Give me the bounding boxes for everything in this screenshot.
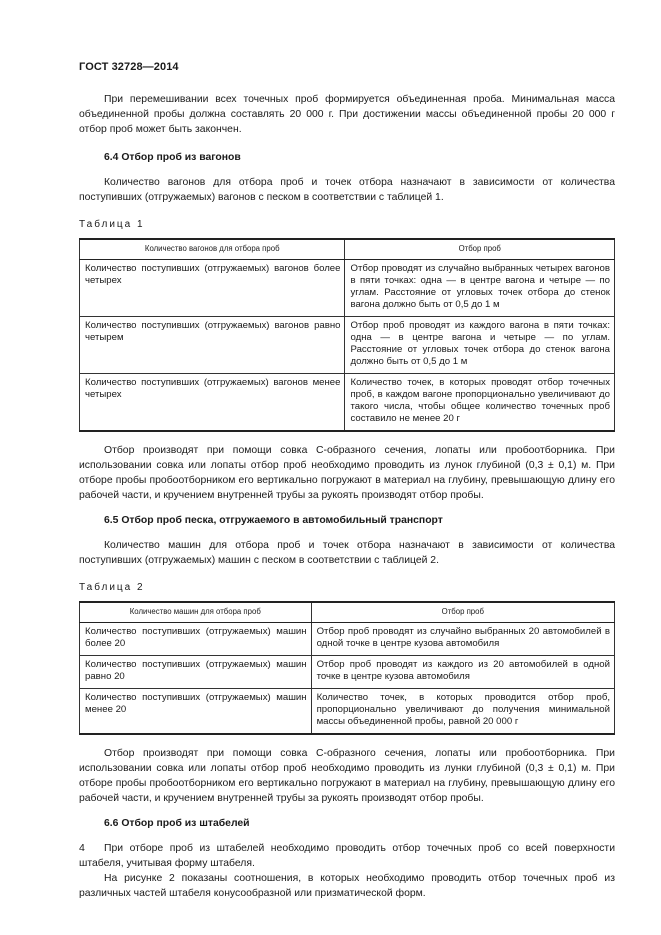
table-1-header-cell: Отбор проб: [345, 239, 615, 260]
table-cell: Количество поступивших (отгружаемых) машин равно 20: [80, 656, 312, 689]
table-cell: Количество точек, в которых проводится отбор проб, пропорционально увеличивают до получения минимальной массы объединенной пробы, равной 20 000 г: [311, 689, 614, 735]
table-row: [80, 260, 615, 317]
table-cell: Отбор проб проводят из случайно выбранных 20 автомобилей в одной точке в центре кузова автомобиля: [311, 623, 614, 656]
table-row: [80, 656, 615, 689]
section-6-4-paragraph-1: Количество вагонов для отбора проб и точек отбора назначают в зависимости от количества поступивших (отгружаемых) вагонов с песком в соответствии с таблицей 1.: [79, 177, 615, 203]
table-cell: Отбор проб проводят из каждого вагона в пяти точках: одна — в центре вагона и четыре — по углам. Расстояние от угловых точек отбора до стенок вагона должно быть от 0,5 до 1 м: [345, 317, 615, 374]
page-number: 4: [79, 842, 85, 854]
table-row: [80, 317, 615, 374]
table-cell: Количество точек, в которых проводят отбор точечных проб, в каждом вагоне пропорционально увеличивают до такого числа, чтобы общее количество точечных проб составило не менее 20 г: [345, 374, 615, 432]
page-content: [79, 92, 615, 901]
table-cell: Количество поступивших (отгружаемых) вагонов более четырех: [80, 260, 345, 317]
table-cell: Количество поступивших (отгружаемых) вагонов равно четырем: [80, 317, 345, 374]
table-2-header-cell: Количество машин для отбора проб: [80, 602, 312, 623]
section-6-5-paragraph-1: Количество машин для отбора проб и точек отбора назначают в зависимости от количества поступивших (отгружаемых) машин с песком в соответствии с таблицей 2.: [79, 540, 615, 566]
table-cell: Отбор проводят из случайно выбранных четырех вагонов в пяти точках: одна — в центре вагона и четыре — по углам. Расстояние от угловых точек отбора до стенок вагона должно быть от 0,5 до 1 м: [345, 260, 615, 317]
section-6-6-paragraph-2: На рисунке 2 показаны соотношения, в которых необходимо проводить отбор точечных проб из различных частей штабеля конусообразной или призматической форм.: [79, 873, 615, 899]
table-2-caption: Таблица 2: [79, 582, 145, 593]
table-2: [79, 601, 615, 735]
standard-header: ГОСТ 32728—2014: [79, 61, 179, 73]
table-1-caption: Таблица 1: [79, 219, 145, 230]
table-1: [79, 238, 615, 432]
table-row: [80, 374, 615, 432]
table-cell: Количество поступивших (отгружаемых) машин менее 20: [80, 689, 312, 735]
table-2-header-cell: Отбор проб: [311, 602, 614, 623]
table-1-header-row: [80, 239, 615, 260]
table-cell: Количество поступивших (отгружаемых) машин более 20: [80, 623, 312, 656]
intro-paragraph: При перемешивании всех точечных проб формируется объединенная проба. Минимальная масса объединенной пробы должна составлять 20 000 г. При достижении массы объединенной пробы 20 000 г отбор проб может быть закончен.: [79, 94, 615, 135]
section-6-4-paragraph-2: Отбор производят при помощи совка С-образного сечения, лопаты или пробоотборника. При использовании совка или лопаты отбор проб необходимо проводить из лунок глубиной (0,3 ± 0,1) м. При отборе пробы пробоотборником его вертикально погружают в материал на глубину, превышающую длину его рабочей части, и кручением внутренней трубы за рукоять производят отбор пробы.: [79, 445, 615, 501]
section-6-5-title: 6.5 Отбор проб песка, отгружаемого в автомобильный транспорт: [104, 515, 443, 526]
table-2-header-row: [80, 602, 615, 623]
table-cell: Отбор проб проводят из каждого из 20 автомобилей в одной точке в центре кузова автомобиля: [311, 656, 614, 689]
section-6-4-title: 6.4 Отбор проб из вагонов: [104, 152, 241, 163]
section-6-6-paragraph-1: При отборе проб из штабелей необходимо проводить отбор точечных проб со всей поверхности штабеля, учитывая форму штабеля.: [79, 843, 615, 869]
table-row: [80, 689, 615, 735]
table-row: [80, 623, 615, 656]
section-6-6-title: 6.6 Отбор проб из штабелей: [104, 818, 250, 829]
table-1-header-cell: Количество вагонов для отбора проб: [80, 239, 345, 260]
section-6-5-paragraph-2: Отбор производят при помощи совка С-образного сечения, лопаты или пробоотборника. При использовании совка или лопаты отбор проб необходимо проводить из лунки глубиной (0,3 ± 0,1) м. При отборе пробы пробоотборником его вертикально погружают в материал на глубину, превышающую длину его рабочей части, и кручением внутренней трубы за рукоять производят отбор пробы.: [79, 748, 615, 804]
table-cell: Количество поступивших (отгружаемых) вагонов менее четырех: [80, 374, 345, 432]
